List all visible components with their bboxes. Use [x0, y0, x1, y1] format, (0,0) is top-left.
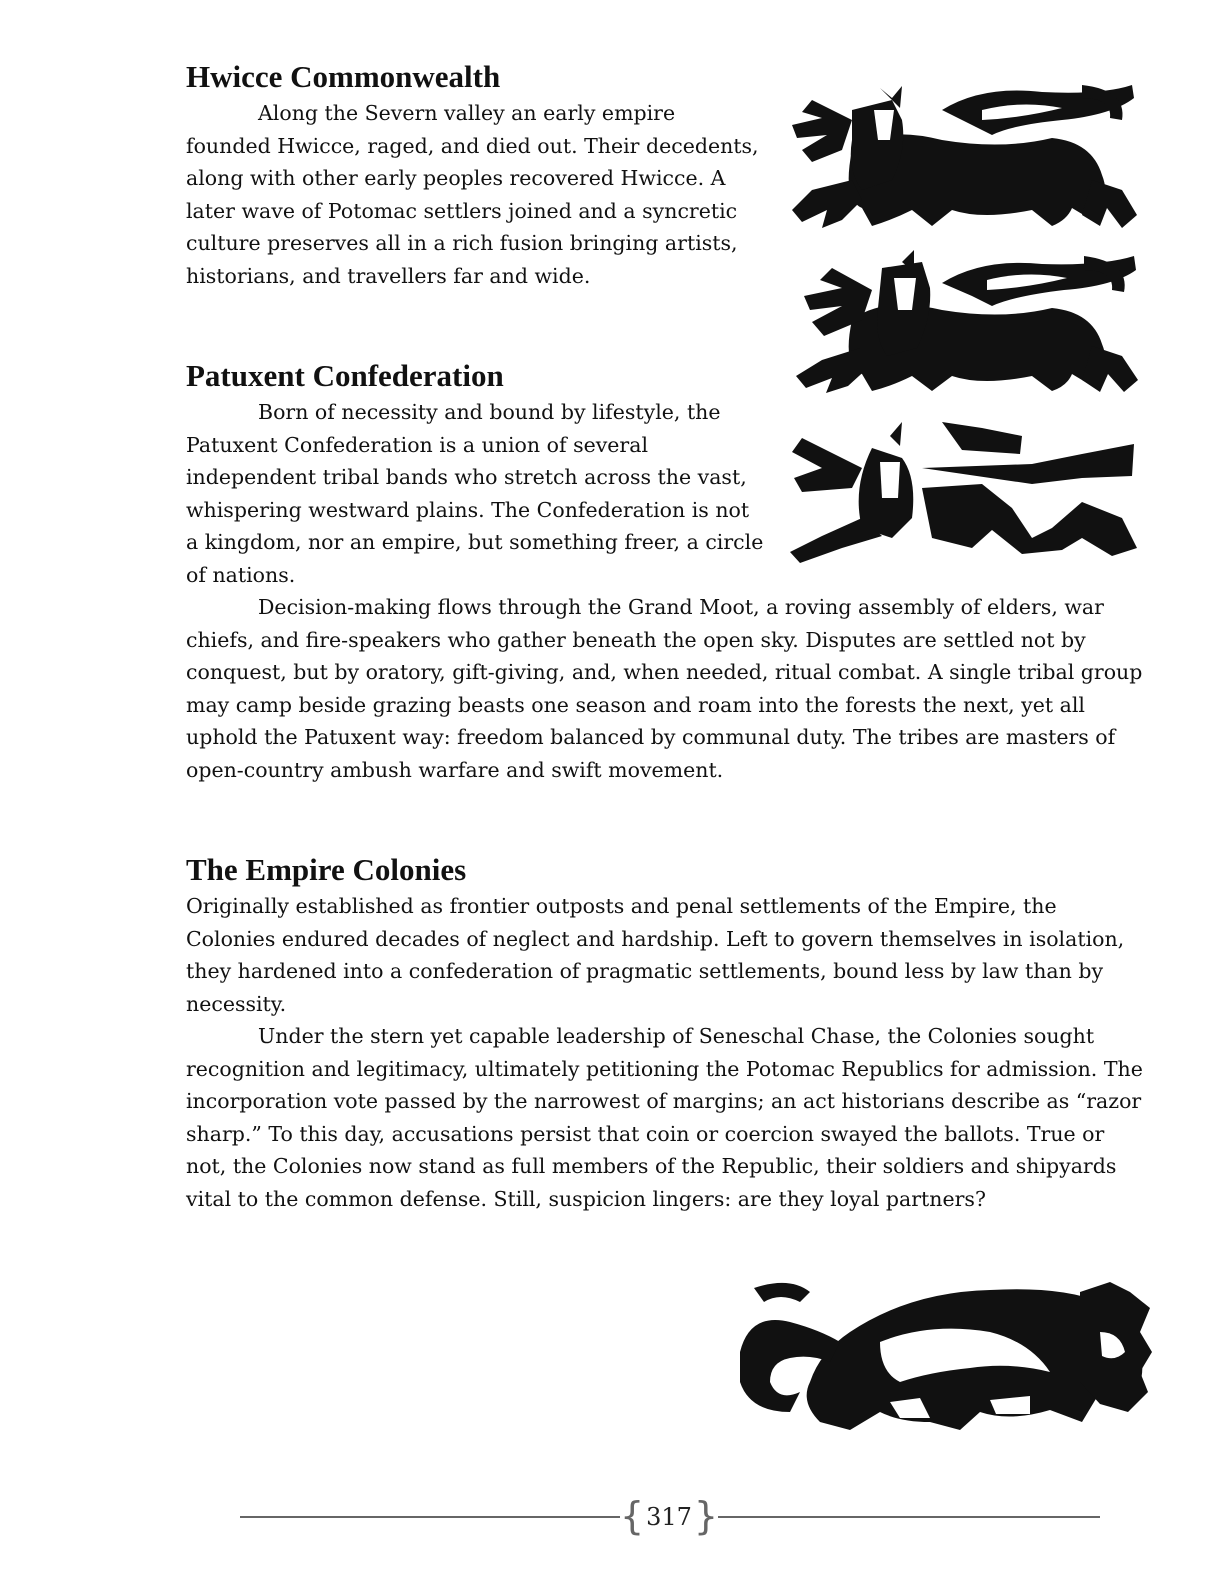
footer-rule-left [240, 1516, 620, 1518]
lion-passant-icon [782, 248, 1142, 393]
patuxent-paragraph-1: Born of necessity and bound by lifestyle, the Patuxent Confederation is a union of several independent tribal bands who stretch across the vast, whispering westward plains. The Confederation is not a kingdom, nor an empire, but something freer, a circle of nations. [186, 400, 764, 587]
page-number: 317 [646, 1503, 692, 1531]
lion-passant-icon [782, 80, 1142, 230]
hwicce-paragraph-1: Along the Severn valley an early empire founded Hwicce, raged, and died out. Their decedents, along with other early peoples recovered Hwicce. A later wave of Potomac settlers joined and a syncretic culture preserves all in a rich fusion bringing artists, historians, and travellers far and wide. [186, 101, 759, 288]
footer-rule-right [718, 1516, 1100, 1518]
right-brace-icon: } [693, 1494, 718, 1538]
heading-patuxent: Patuxent Confederation [186, 358, 504, 393]
lion-passant-icon [782, 418, 1142, 563]
heading-hwicce: Hwicce Commonwealth [186, 59, 501, 94]
page-number-box [620, 1494, 718, 1540]
colonies-paragraph-1: Originally established as frontier outposts and penal settlements of the Empire, the Colonies endured decades of neglect and hardship. Left to govern themselves in isolation, they hardened into a confederation of pragmatic settlements, bound less by law than by necessity. [186, 894, 1125, 1016]
colonies-paragraph-2: Under the stern yet capable leadership of Seneschal Chase, the Colonies sought recognition and legitimacy, ultimately petitioning the Potomac Republics for admission. The incorporation vote passed by the narrowest of margins; an act historians describe as “razor sharp.” To this day, accusations persist that coin or coercion swayed the ballots. True or not, the Colonies now stand as full members of the Republic, their soldiers and shipyards vital to the common defense. Still, suspicion lingers: are they loyal partners? [186, 1024, 1143, 1211]
left-brace-icon: { [620, 1494, 645, 1538]
heading-empire-colonies: The Empire Colonies [186, 852, 467, 887]
patuxent-paragraph-2: Decision-making flows through the Grand Moot, a roving assembly of elders, war chiefs, and fire-speakers who gather beneath the open sky. Disputes are settled not by conquest, but by oratory, gift-giving, and, when needed, ritual combat. A single tribal group may camp beside grazing beasts one season and roam into the forests the next, yet all uphold the Patuxent way: freedom balanced by communal duty. The tribes are masters of open-country ambush warfare and swift movement. [186, 595, 1143, 782]
lion-passant-icon [730, 1272, 1154, 1434]
